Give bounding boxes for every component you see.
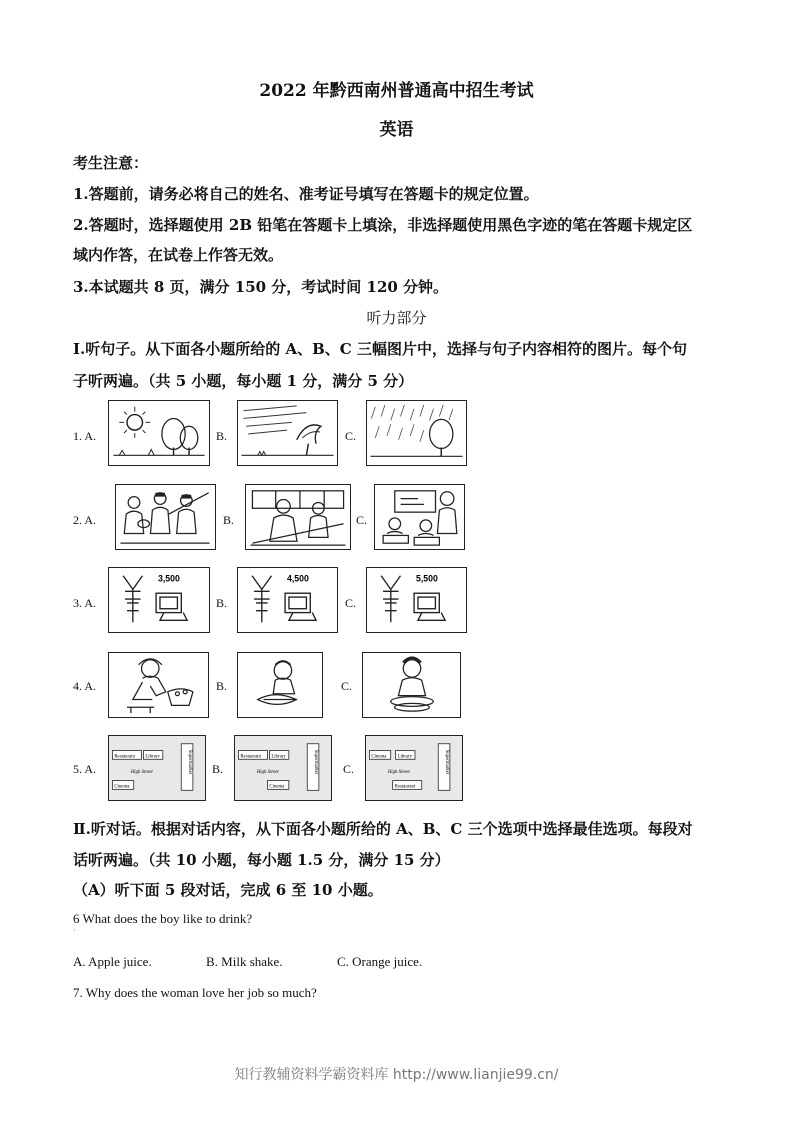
- q4-b-label: B.: [216, 679, 228, 693]
- q4-c-label: C.: [341, 679, 353, 693]
- q4-picture-a-girl-washing: [108, 652, 209, 718]
- q4-label: 4. A.: [73, 679, 97, 693]
- q5-b-label: B.: [212, 762, 224, 776]
- listening-section-title: 听力部分: [366, 309, 427, 327]
- q3-a-price-text: 3,500: [158, 573, 180, 584]
- q1-picture-b-windy: [237, 400, 338, 466]
- q1-c-label: C.: [345, 429, 357, 443]
- q2-c-label: C.: [356, 513, 368, 527]
- q1-picture-a-sunny: [108, 400, 210, 466]
- question-6-option-a: A. Apple juice.: [73, 954, 152, 969]
- q5-a-cinema: Cinema: [114, 784, 130, 790]
- q5-a-restaurant: Restaurant: [114, 754, 135, 760]
- question-6-option-b: B. Milk shake.: [206, 954, 283, 969]
- notice-item-2-line-1: 2.答题时，选择题使用 2B 铅笔在答题卡上填涂，非选择题使用黑色字迹的笔在答题卡规定区: [73, 216, 693, 234]
- notice-heading: 考生注意：: [73, 154, 149, 172]
- q3-b-label: B.: [216, 596, 228, 610]
- part2-instruction-line-1: Ⅱ.听对话。根据对话内容，从下面各小题所给的 A、B、C 三个选项中选择最佳选项。每段对: [73, 820, 693, 838]
- q2-picture-a-band: [115, 484, 216, 550]
- q5-b-cinema: Cinema: [269, 784, 285, 790]
- q1-picture-c-rainy: [366, 400, 467, 466]
- q5-b-high-street: High Street: [256, 769, 279, 775]
- q5-picture-a-map: [108, 735, 206, 801]
- q1-b-label: B.: [216, 429, 228, 443]
- q3-c-label: C.: [345, 596, 357, 610]
- q5-a-supermarket: Supermarket: [187, 749, 192, 775]
- footer-watermark: 知行教辅资料学霸资料库 http://www.lianjie99.cn/: [234, 1067, 559, 1083]
- q2-picture-b-train-passengers: [245, 484, 351, 550]
- part2-instruction-line-2: 话听两遍。（共 10 小题，每小题 1.5 分，满分 15 分）: [73, 851, 450, 869]
- exam-title: 2022 年黔西南州普通高中招生考试: [259, 81, 534, 101]
- subject-title: 英语: [379, 120, 414, 140]
- notice-item-3: 3.本试题共 8 页，满分 150 分，考试时间 120 分钟。: [73, 278, 449, 296]
- q5-c-high-street: High Street: [387, 769, 410, 775]
- question-7: 7. Why does the woman love her job so much?: [73, 985, 317, 1000]
- q5-a-high-street: High Street: [130, 769, 153, 775]
- part1-instruction-line-1: Ⅰ.听句子。从下面各小题所给的 A、B、C 三幅图片中，选择与句子内容相符的图片。每个句: [73, 340, 687, 358]
- q4-picture-b-boy-cleaning: [237, 652, 323, 718]
- q5-b-supermarket: Supermarket: [313, 749, 318, 775]
- notice-item-1: 1.答题前，请务必将自己的姓名、准考证号填写在答题卡的规定位置。: [73, 185, 539, 203]
- q2-label: 2. A.: [73, 513, 97, 527]
- q5-b-library: Library: [271, 754, 286, 760]
- q5-c-label: C.: [343, 762, 355, 776]
- q5-c-supermarket: Supermarket: [444, 749, 449, 775]
- q3-b-price-text: 4,500: [287, 573, 309, 584]
- q5-c-library: Library: [397, 754, 412, 760]
- q5-picture-c-map: [365, 735, 463, 801]
- question-6-mark: ·: [73, 925, 76, 935]
- q5-a-library: Library: [145, 754, 160, 760]
- notice-item-2-line-2: 域内作答，在试卷上作答无效。: [73, 246, 284, 264]
- part2-sub-a: （A）听下面 5 段对话，完成 6 至 10 小题。: [73, 881, 383, 899]
- q3-picture-c-price-5500: [366, 567, 467, 633]
- q3-label: 3. A.: [73, 596, 97, 610]
- question-6-option-c: C. Orange juice.: [337, 954, 423, 969]
- q5-b-restaurant: Restaurant: [240, 754, 261, 760]
- q5-picture-b-map: [234, 735, 332, 801]
- q3-c-price-text: 5,500: [416, 573, 438, 584]
- q5-c-cinema: Cinema: [371, 754, 387, 760]
- q1-label: 1. A.: [73, 429, 97, 443]
- question-6: 6 What does the boy like to drink?: [73, 911, 253, 926]
- q5-c-restaurant: Restaurant: [394, 784, 416, 790]
- q3-picture-a-price-3500: [108, 567, 210, 633]
- q2-picture-c-classroom: [374, 484, 465, 550]
- q3-picture-b-price-4500: [237, 567, 338, 633]
- part1-instruction-line-2: 子听两遍。（共 5 小题，每小题 1 分，满分 5 分）: [73, 372, 414, 390]
- q5-label: 5. A.: [73, 762, 97, 776]
- q4-picture-c-boy-cooking: [362, 652, 461, 718]
- q2-b-label: B.: [223, 513, 235, 527]
